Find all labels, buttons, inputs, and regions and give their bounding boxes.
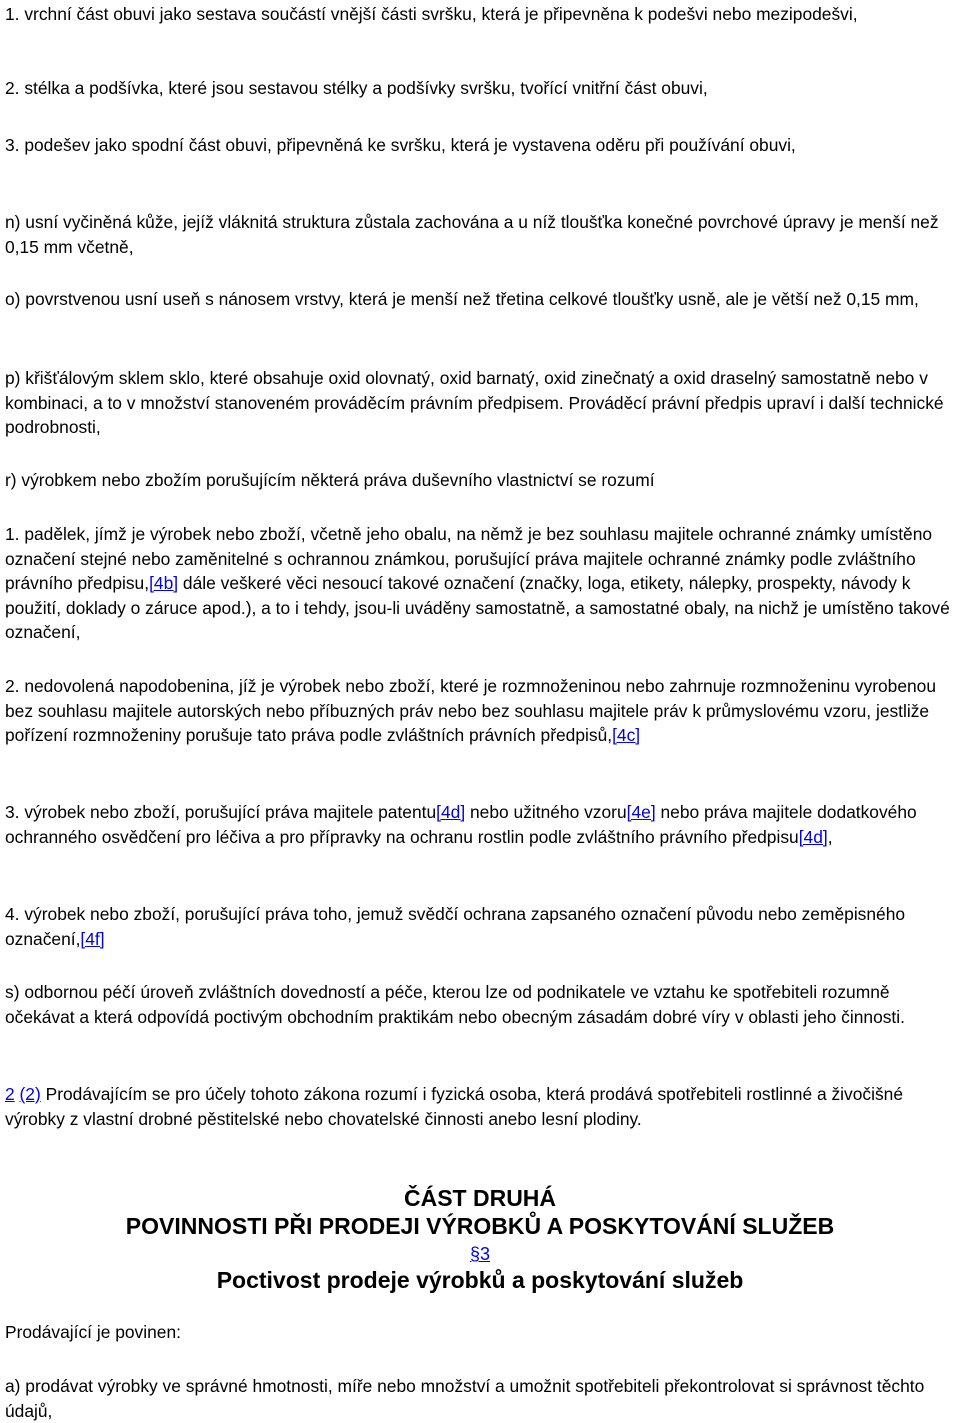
footnote-link-4d-second[interactable]: [4d] [798,826,828,847]
seller-intro: Prodávající je povinen: [5,1322,181,1342]
obligation-a: a) prodávat výrobky ve správné hmotnosti, míře nebo množství a umožnit spotřebiteli překontrolovat si správnost těchto údajů, [5,1376,925,1421]
r4-text-a: 4. výrobek nebo zboží, porušující práva toho, jemuž svědčí ochrana zapsaného označení původu nebo zeměpisného označení, [5,904,906,949]
definition-o: o) povrstvenou usní useň s nánosem vrstvy, která je menší než třetina celkové tloušťky usně, ale je větší než 0,15 mm, [5,289,919,309]
r3-text-b: nebo užitného vzoru [465,802,627,822]
section-2-text: Prodávajícím se pro účely tohoto zákona rozumí i fyzická osoba, která prodává spotřebiteli rostlinné a živočišné výrobky z vlastní drobné pěstitelské nebo chovatelské činnosti anebo lesní plodiny. [5,1084,904,1129]
definition-r-item-1 [5,522,953,645]
footnote-link-4e[interactable]: [4e] [626,802,656,822]
part-subtitle: POVINNOSTI PŘI PRODEJI VÝROBKŮ A POSKYTOVÁNÍ SLUŽEB [125,1213,835,1239]
section-2-paragraph-2 [5,1082,953,1131]
r1-text-b: dále veškeré věci nesoucí takové označení (značky, loga, etikety, nálepky, prospekty, návody k použití, doklady o záruce apod.), a to i tehdy, jsou-li uváděny samostatně, a samostatné obaly, na nichž je umístěno takové označení, [5,573,950,643]
section-2-link[interactable]: 2 [5,1084,15,1104]
footnote-link-4c[interactable]: [4c] [612,725,641,746]
footnote-link-4b[interactable]: [4b] [149,573,179,594]
part-title: ČÁST DRUHÁ [403,1185,557,1211]
definition-r-item-4 [5,902,953,951]
section-number [0,1243,960,1265]
paragraph-2-link[interactable]: (2) [19,1084,41,1104]
r3-text-c: nebo práva majitele dodatkového ochranného osvědčení pro léčiva a pro přípravky na ochranu rostlin podle zvláštního právního předpisu [5,802,917,847]
r1-text-a: 1. padělek, jímž je výrobek nebo zboží, včetně jeho obalu, na němž je bez souhlasu majitele ochranné známky umístěno označení stejné nebo zaměnitelné s ochrannou známkou, porušující práva majitele ochranné známky podle zvláštního právního předpisu, [5,524,933,594]
footnote-link-4f[interactable]: [4f] [80,928,105,949]
r3-text-d: , [827,826,833,847]
section-title: Poctivost prodeje výrobků a poskytování služeb [216,1267,744,1293]
section-3-link[interactable]: §3 [469,1244,491,1264]
footnote-link-4d[interactable]: [4d] [436,802,466,822]
item-2-insole-lining: 2. stélka a podšívka, které jsou sestavou stélky a podšívky svršku, tvořící vnitřní část obuvi, [5,78,708,98]
definition-r-item-3 [5,800,953,849]
definition-p: p) křišťálovým sklem sklo, které obsahuje oxid olovnatý, oxid barnatý, oxid zinečnatý a oxid draselný samostatně nebo v kombinaci, a to v množství stanoveném prováděcím právním předpisem. Prováděcí právní předpis upraví i další technické podrobnosti, [5,368,944,438]
item-3-sole: 3. podešev jako spodní část obuvi, připevněná ke svršku, která je vystavena oděru při používání obuvi, [5,135,796,155]
item-1-upper-part: 1. vrchní část obuvi jako sestava součástí vnější části svršku, která je připevněna k podešvi nebo mezipodešvi, [5,4,858,24]
definition-r-item-2 [5,674,953,748]
r3-text-a: 3. výrobek nebo zboží, porušující práva majitele patentu [5,802,437,822]
definition-s: s) odbornou péčí úroveň zvláštních dovedností a péče, kterou lze od podnikatele ve vztahu ke spotřebiteli rozumně očekávat a která odpovídá poctivým obchodním praktikám nebo obecným zásadám dobré víry v oblasti jeho činnosti. [5,982,905,1027]
definition-n: n) usní vyčiněná kůže, jejíž vláknitá struktura zůstala zachována a u níž tloušťka konečné povrchové úpravy je menší než 0,15 mm včetně, [5,212,939,257]
r2-text-a: 2. nedovolená napodobenina, jíž je výrobek nebo zboží, které je rozmnoženinou nebo zahrnuje rozmnoženinu vyrobenou bez souhlasu majitele autorských nebo příbuzných práv nebo bez souhlasu majitele práv k průmyslovému vzoru, jestliže pořízení rozmnoženiny porušuje tato práva podle zvláštních právních předpisů, [5,676,937,746]
definition-r: r) výrobkem nebo zbožím porušujícím některá práva duševního vlastnictví se rozumí [5,470,655,490]
